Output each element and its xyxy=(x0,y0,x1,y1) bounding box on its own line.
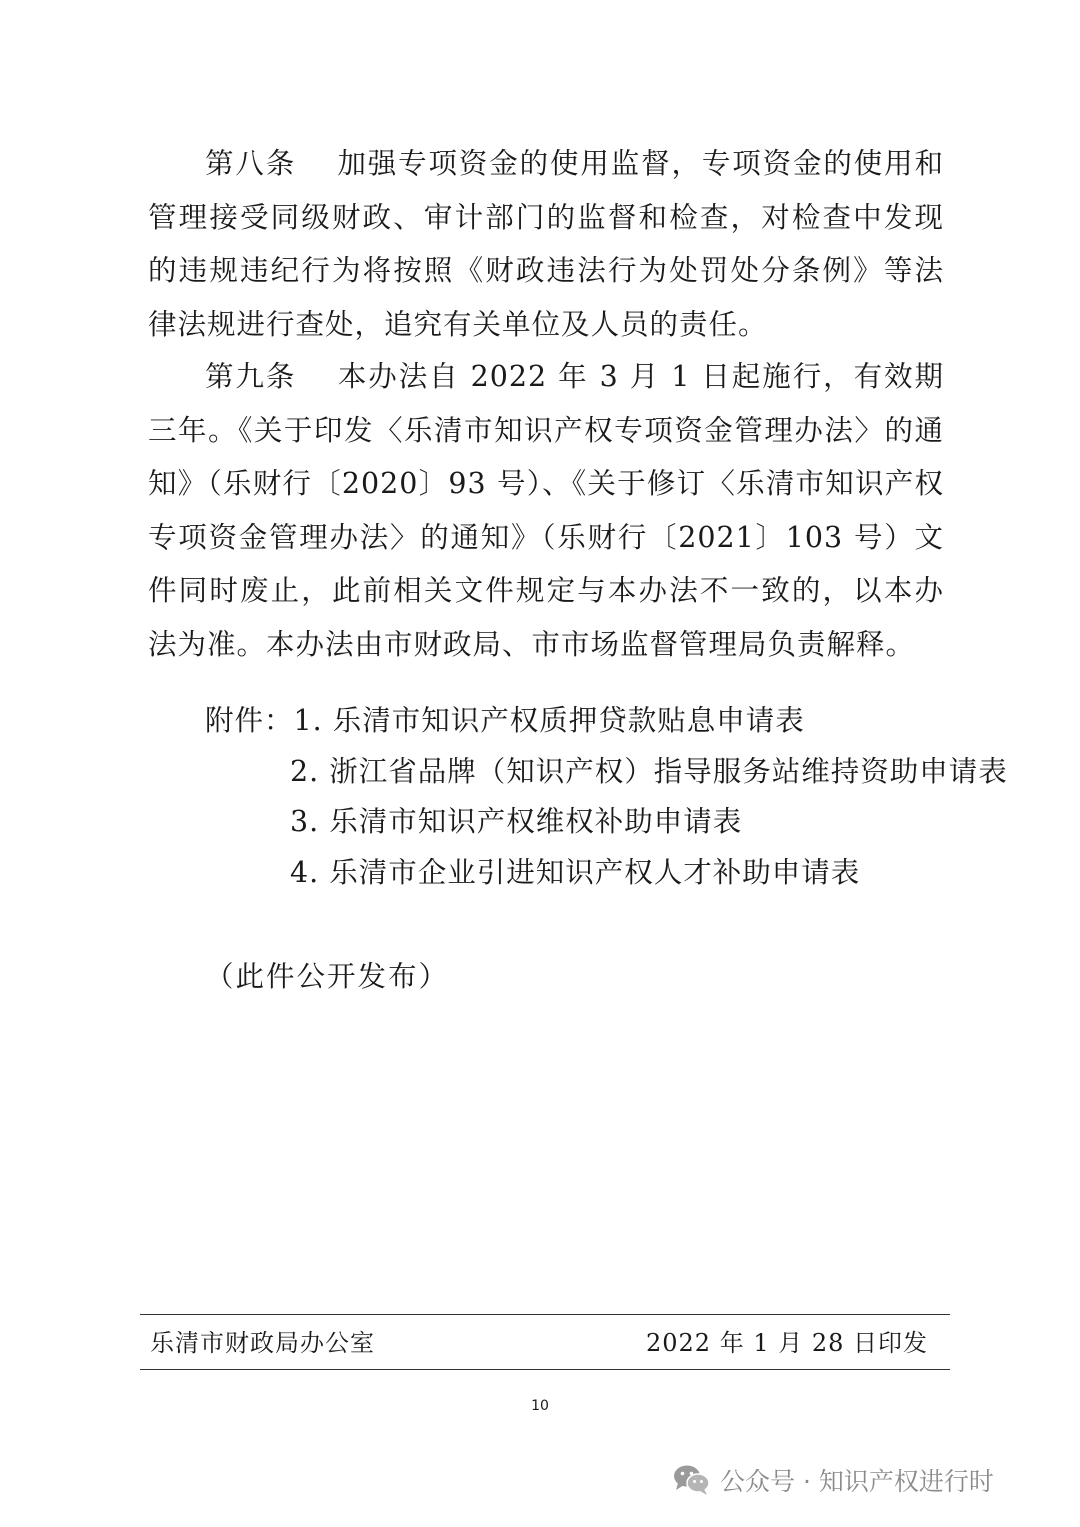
article-9-heading: 第九条 xyxy=(205,360,297,393)
attachment-item: 2. 浙江省品牌（知识产权）指导服务站维持资助申请表 xyxy=(290,754,1008,788)
attachment-item: 附件：1. 乐清市知识产权质押贷款贴息申请表 xyxy=(205,704,805,737)
article-8-heading: 第八条 xyxy=(205,147,297,180)
issuer: 乐清市财政局办公室 xyxy=(150,1329,375,1357)
wechat-icon xyxy=(672,1463,712,1497)
publication-note: （此件公开发布） xyxy=(205,960,450,993)
watermark-text: 公众号 · 知识产权进行时 xyxy=(720,1467,994,1496)
footer-rule-top xyxy=(140,1314,950,1315)
attachment-item: 4. 乐清市企业引进知识产权人才补助申请表 xyxy=(290,855,861,889)
article-8-body: 加强专项资金的使用监督，专项资金的使用和管理接受同级财政、审计部门的监督和检查，对检查中发现的违规违纪行为将按照《财政违法行为处罚处分条例》等法律法规进行查处，追究有关单位及人员的责任。 xyxy=(148,147,944,341)
article-9-body: 本办法自 2022 年 3 月 1 日起施行，有效期三年。《关于印发〈乐清市知识产权专项资金管理办法〉的通知》（乐财行〔2020〕93 号）、《关于修订〈乐清市知识产权专项资金管理办法〉的通知》（乐财行〔2021〕103 号）文件同时废止，此前相关文件规定与本办法不一致的，以本办法为准。本办法由市财政局、市市场监督管理局负责解释。 xyxy=(148,360,945,661)
article-9 xyxy=(148,350,944,671)
watermark xyxy=(672,1460,994,1500)
print-date: 2022 年 1 月 28 日印发 xyxy=(646,1329,929,1357)
footer-rule-bottom xyxy=(140,1369,950,1370)
attachment-item: 3. 乐清市知识产权维权补助申请表 xyxy=(290,805,743,838)
attachments-label: 附件： xyxy=(205,704,294,737)
page-number: 10 xyxy=(531,1398,549,1414)
attachments-list xyxy=(205,696,1008,898)
article-8 xyxy=(148,137,944,351)
